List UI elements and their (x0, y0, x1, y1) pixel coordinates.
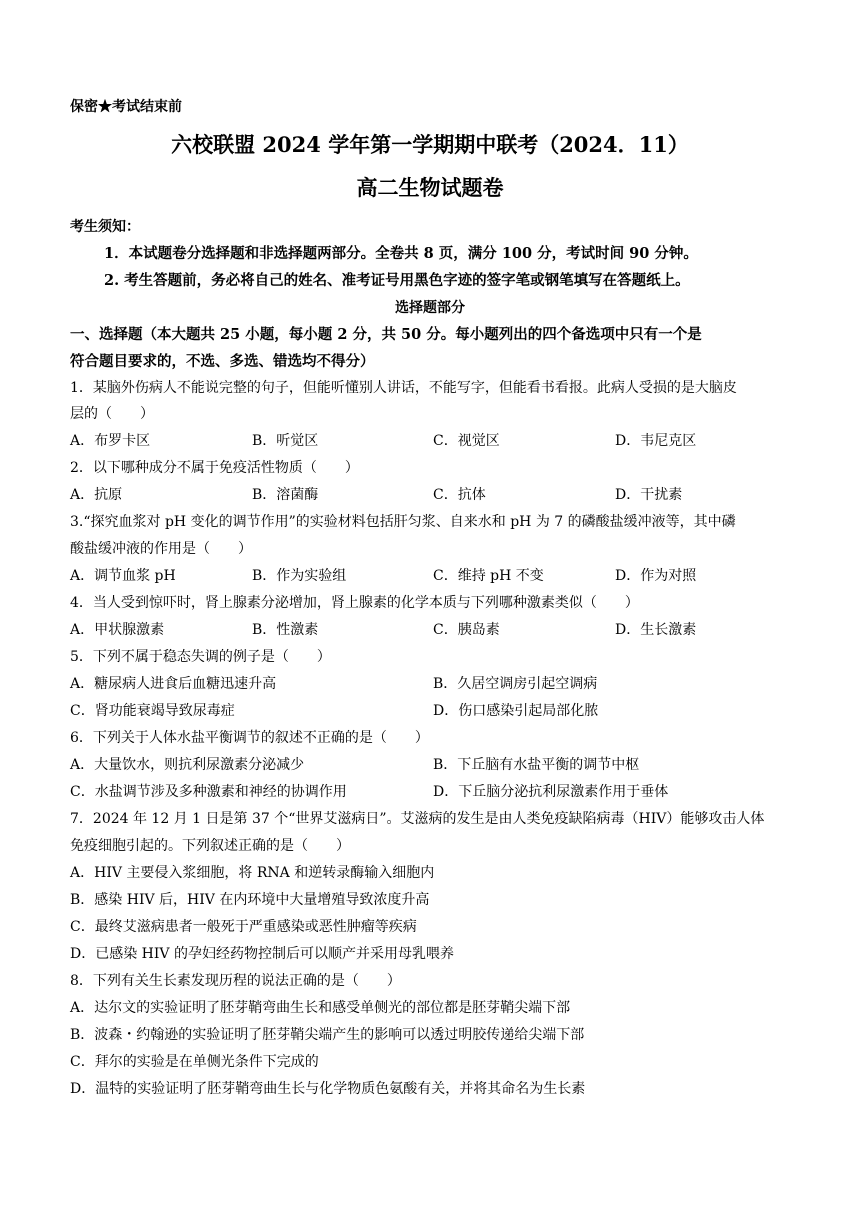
confidential-mark: 保密★考试结束前 (70, 99, 182, 115)
exam-title: 六校联盟 2024 学年第一学期期中联考（2024．11） (171, 132, 689, 157)
notice-heading: 考生须知： (70, 219, 140, 235)
option-a: A．HIV 主要侵入浆细胞，将 RNA 和逆转录酶输入细胞内 (70, 865, 435, 881)
option-a: A．抗原 (70, 487, 123, 503)
option-d: D．下丘脑分泌抗利尿激素作用于垂体 (433, 784, 669, 800)
question-stem: 酸盐缓冲液的作用是（ ） (70, 541, 252, 557)
option-c: C．维持 pH 不变 (433, 568, 544, 584)
question-stem: 4．当人受到惊吓时，肾上腺素分泌增加，肾上腺素的化学本质与下列哪种激素类似（ ） (70, 595, 639, 611)
option-b: B．作为实验组 (252, 568, 347, 584)
option-b: B．听觉区 (252, 433, 319, 449)
section-title: 选择题部分 (395, 300, 465, 316)
question-stem: 7．2024 年 12 月 1 日是第 37 个“世界艾滋病日”。艾滋病的发生是由人类免疫缺陷病毒（HIV）能够攻击人体 (70, 811, 765, 827)
option-c: C．水盐调节涉及多种激素和神经的协调作用 (70, 784, 347, 800)
option-b: B．久居空调房引起空调病 (433, 676, 598, 692)
option-b: B．溶菌酶 (252, 487, 319, 503)
option-c: C．最终艾滋病患者一般死于严重感染或恶性肿瘤等疾病 (70, 919, 417, 935)
question-stem: 免疫细胞引起的。下列叙述正确的是（ ） (70, 838, 350, 854)
option-c: C．拜尔的实验是在单侧光条件下完成的 (70, 1054, 319, 1070)
option-d: D．韦尼克区 (615, 433, 697, 449)
option-c: C．抗体 (433, 487, 486, 503)
question-stem: 2．以下哪种成分不属于免疫活性物质（ ） (70, 460, 359, 476)
question-stem: 5．下列不属于稳态失调的例子是（ ） (70, 649, 331, 665)
section-instruction: 符合题目要求的，不选、多选、错选均不得分） (70, 353, 375, 370)
option-a: A．大量饮水，则抗利尿激素分泌减少 (70, 757, 305, 773)
notice-item: 2. 考生答题前，务必将自己的姓名、准考证号用黑色字迹的签字笔或钢笔填写在答题纸上。 (104, 272, 690, 289)
option-b: B．性激素 (252, 622, 319, 638)
question-stem: 6．下列关于人体水盐平衡调节的叙述不正确的是（ ） (70, 730, 429, 746)
question-stem: 层的（ ） (70, 406, 154, 422)
option-d: D．作为对照 (615, 568, 697, 584)
option-a: A．糖尿病人进食后血糖迅速升高 (70, 676, 277, 692)
option-b: B．波森・约翰逊的实验证明了胚芽鞘尖端产生的影响可以透过明胶传递给尖端下部 (70, 1027, 585, 1043)
option-b: B．感染 HIV 后，HIV 在内环境中大量增殖导致浓度升高 (70, 892, 430, 908)
option-d: D．生长激素 (615, 622, 697, 638)
exam-subtitle: 高二生物试题卷 (356, 175, 504, 200)
option-a: A．布罗卡区 (70, 433, 151, 449)
notice-item: 1．本试题卷分选择题和非选择题两部分。全卷共 8 页，满分 100 分，考试时间 90 分钟。 (104, 245, 698, 262)
option-c: C．胰岛素 (433, 622, 500, 638)
option-a: A．调节血浆 pH (70, 568, 176, 584)
section-instruction: 一、选择题（本大题共 25 小题，每小题 2 分，共 50 分。每小题列出的四个备选项中只有一个是 (70, 326, 702, 343)
option-a: A．达尔文的实验证明了胚芽鞘弯曲生长和感受单侧光的部位都是胚芽鞘尖端下部 (70, 1000, 571, 1016)
option-d: D．伤口感染引起局部化脓 (433, 703, 599, 719)
option-a: A．甲状腺激素 (70, 622, 165, 638)
option-d: D．干扰素 (615, 487, 683, 503)
question-stem: 8．下列有关生长素发现历程的说法正确的是（ ） (70, 973, 401, 989)
option-c: C．肾功能衰竭导致尿毒症 (70, 703, 235, 719)
option-c: C．视觉区 (433, 433, 500, 449)
option-d: D．已感染 HIV 的孕妇经药物控制后可以顺产并采用母乳喂养 (70, 946, 454, 962)
option-b: B．下丘脑有水盐平衡的调节中枢 (433, 757, 640, 773)
question-stem: 1．某脑外伤病人不能说完整的句子，但能听懂别人讲话，不能写字，但能看书看报。此病人受损的是大脑皮 (70, 380, 737, 396)
question-stem: 3.“探究血浆对 pH 变化的调节作用”的实验材料包括肝匀浆、自来水和 pH 为 7 的磷酸盐缓冲液等，其中磷 (70, 514, 736, 530)
option-d: D．温特的实验证明了胚芽鞘弯曲生长与化学物质色氨酸有关，并将其命名为生长素 (70, 1081, 586, 1097)
